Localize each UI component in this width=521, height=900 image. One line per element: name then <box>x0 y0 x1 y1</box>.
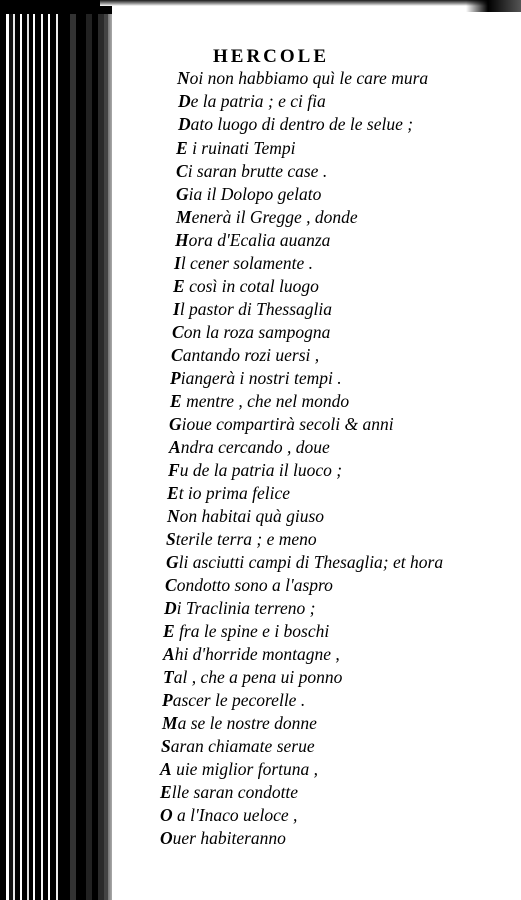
verse-line: Sterile terra ; e meno <box>166 529 317 549</box>
verse-line: Hora d'Ecalia auanza <box>175 230 331 250</box>
verse-line: Ci saran brutte case . <box>176 161 328 181</box>
verse-line: Tal , che a pena ui ponno <box>163 667 343 687</box>
verse-line: Il cener solamente . <box>174 253 313 273</box>
verse-line: Condotto sono a l'aspro <box>165 575 333 595</box>
verse-line: O a l'Inaco ueloce , <box>160 805 298 825</box>
verse-line: Gioue compartirà secoli & anni <box>169 414 394 434</box>
verse-line: Saran chiamate serue <box>161 736 315 756</box>
verse-line: Non habitai quà giuso <box>167 506 325 526</box>
verse-line: A uie miglior fortuna , <box>160 759 319 779</box>
verse-line: Ouer habiteranno <box>160 828 286 848</box>
verse-line: Gli asciutti campi di Thesaglia; et hora <box>166 552 444 572</box>
verse-line: De la patria ; e ci fia <box>178 91 326 111</box>
verse-line: Fu de la patria il luoco ; <box>168 460 343 480</box>
verse-line: Pascer le pecorelle . <box>162 690 306 710</box>
verse-line: E così in cotal luogo <box>173 276 319 296</box>
verse-line: Menerà il Gregge , donde <box>176 207 358 227</box>
verse-line: Ahi d'horride montagne , <box>163 644 340 664</box>
verse-line: Et io prima felice <box>167 483 290 503</box>
verse-line: Noi non habbiamo quì le care mura <box>177 68 429 88</box>
verse-line: Il pastor di Thessaglia <box>173 299 332 319</box>
verse-line: E i ruinati Tempi <box>176 138 296 158</box>
verse-line: Ma se le nostre donne <box>162 713 317 733</box>
running-title: HERCOLE <box>213 46 330 67</box>
verse-line: Di Traclinia terreno ; <box>164 598 316 618</box>
verse-line: Con la roza sampogna <box>172 322 331 342</box>
verse-line: E mentre , che nel mondo <box>170 391 350 411</box>
verse-line: Andra cercando , doue <box>169 437 330 457</box>
verse-line: Piangerà i nostri tempi . <box>170 368 342 388</box>
verse-line: E fra le spine e i boschi <box>163 621 330 641</box>
verse-line: Cantando rozi uersi , <box>171 345 320 365</box>
verse-line: Gia il Dolopo gelato <box>176 184 322 204</box>
verse-line: Dato luogo di dentro de le selue ; <box>178 114 414 134</box>
verse-line: Elle saran condotte <box>160 782 299 802</box>
